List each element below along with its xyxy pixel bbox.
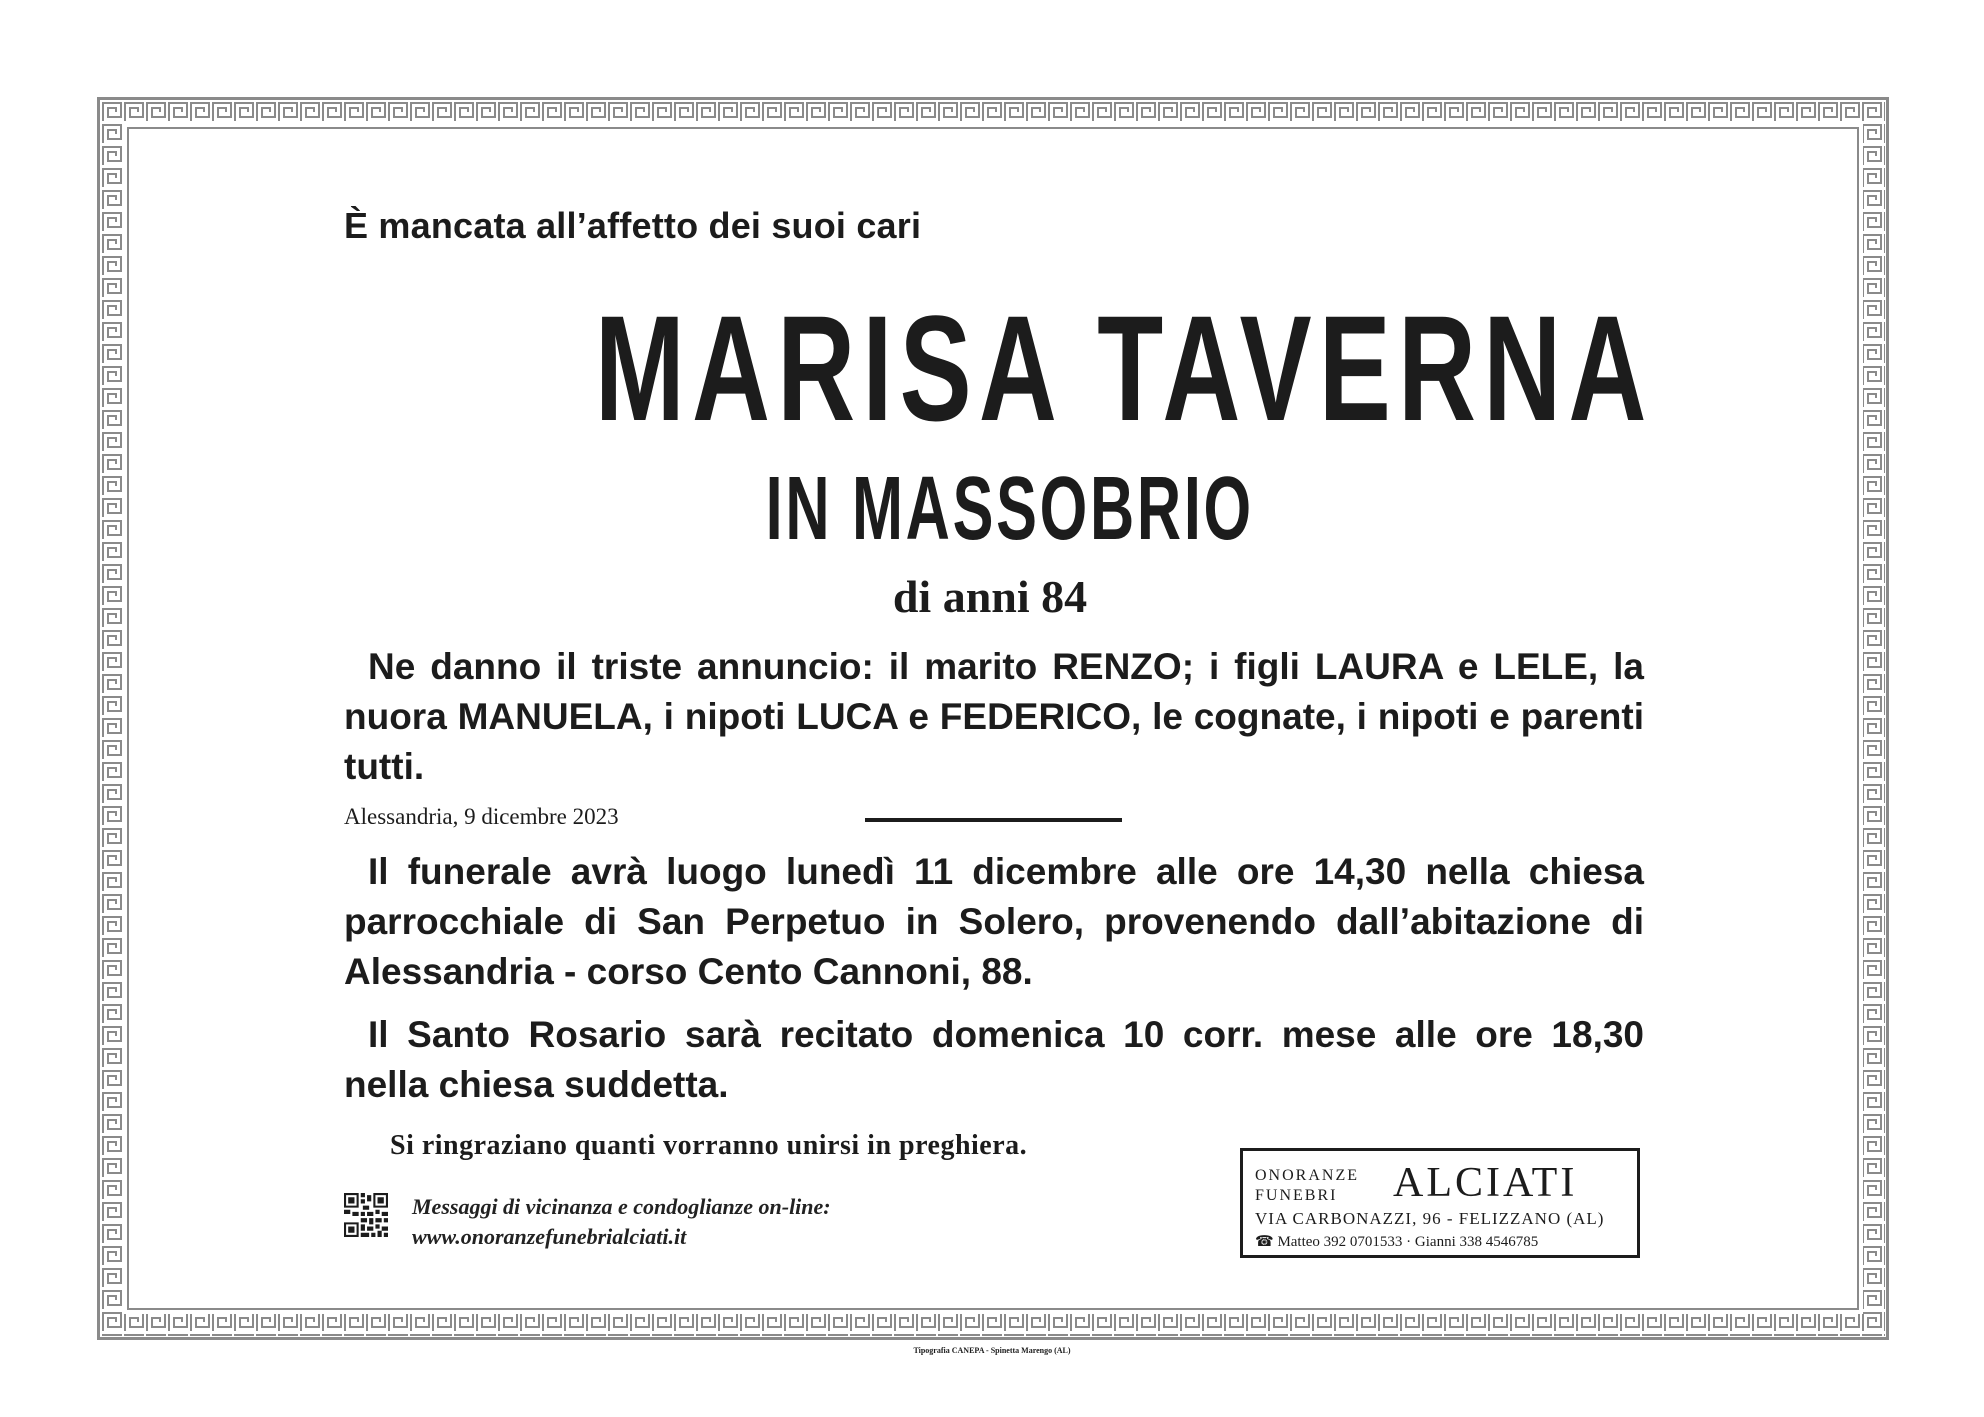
agency-phones (1255, 1232, 1538, 1251)
place-date: Alessandria, 9 dicembre 2023 (344, 804, 619, 829)
website-link[interactable]: www.onoranzefunebrialciati.it (412, 1224, 687, 1249)
announcement-paragraph (344, 642, 1644, 792)
qr-code-icon[interactable] (344, 1193, 388, 1237)
announcement-text: Ne danno il triste annuncio: il marito RENZO; i figli LAURA e LELE, la nuora MANUELA, i nipoti LUCA e FEDERICO, le cognate, i nipoti e parenti tutti. (344, 646, 1644, 787)
funeral-text: Il funerale avrà luogo lunedì 11 dicembre alle ore 14,30 nella chiesa parrocchiale di San Perpetuo in Solero, provenendo dall’abitazione di Alessandria - corso Cento Cannoni, 88. (344, 851, 1644, 992)
online-caption: Messaggi di vicinanza e condoglianze on-line: (412, 1194, 831, 1219)
agency-phone-numbers: Matteo 392 0701533 · Gianni 338 4546785 (1277, 1234, 1539, 1250)
funeral-paragraph (344, 847, 1644, 997)
agency-address: VIA CARBONAZZI, 96 - FELIZZANO (AL) (1255, 1209, 1605, 1228)
rosary-text: Il Santo Rosario sarà recitato domenica 10 corr. mese alle ore 18,30 nella chiesa suddetta. (344, 1014, 1644, 1105)
agency-label-line2: FUNEBRI (1255, 1187, 1338, 1204)
divider-rule (865, 818, 1122, 822)
married-name: IN MASSOBRIO (765, 459, 1254, 559)
agency-label-line1: ONORANZE (1255, 1167, 1359, 1184)
printer-credit: Tipografia CANEPA - Spinetta Marengo (AL) (913, 1346, 1071, 1355)
rosary-paragraph (344, 1010, 1644, 1110)
deceased-name: MARISA TAVERNA (594, 284, 1654, 452)
agency-label (1255, 1166, 1359, 1206)
telephone-icon: ☎ (1255, 1234, 1274, 1250)
agency-brand: ALCIATI (1393, 1160, 1578, 1206)
thanks-line: Si ringraziano quanti vorranno unirsi in preghiera. (390, 1130, 1028, 1161)
funeral-agency-box (1240, 1148, 1640, 1258)
age-line: di anni 84 (892, 571, 1088, 622)
intro-line: È mancata all’affetto dei suoi cari (344, 205, 922, 246)
online-condolences (412, 1192, 831, 1252)
